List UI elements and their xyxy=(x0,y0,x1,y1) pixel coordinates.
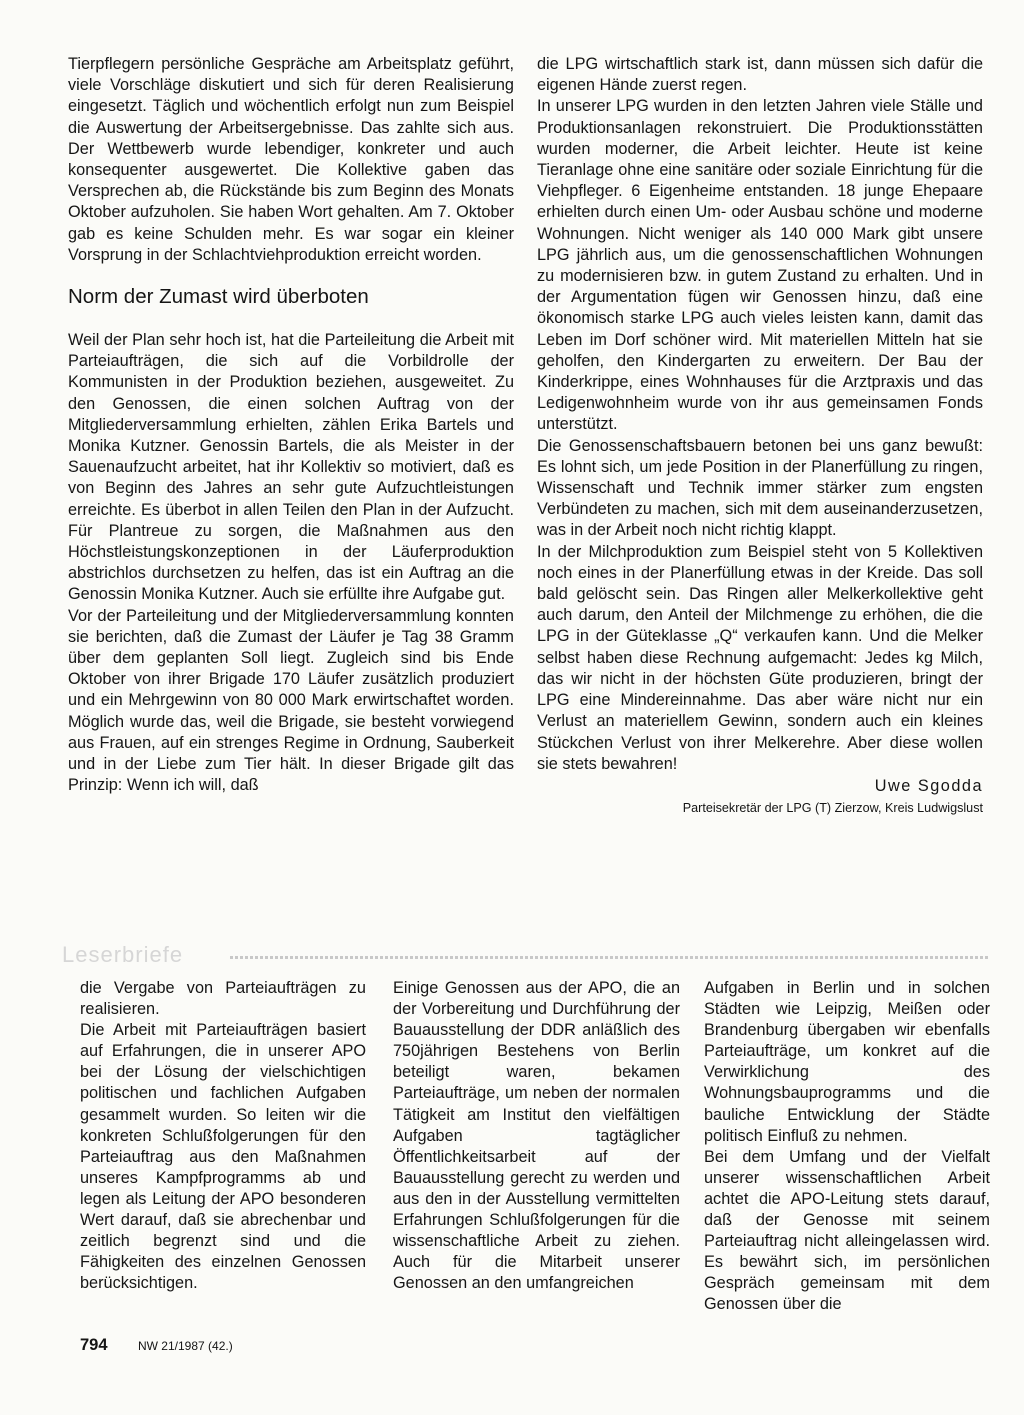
article-paragraph: Vor der Parteileitung und der Mitgliederversammlung konnten sie berichten, daß die Zumast der Läufer je Tag 38 Gramm über dem geplanten Soll liegt. Zugleich sind bis Ende Oktober von ihrer Brigade 170 Läufer zusätzlich produziert und ein Mehrgewinn von 80 000 Mark erwirtschaftet worden. Möglich wurde das, weil die Brigade, sie besteht vorwiegend aus Frauen, auf ein strenges Regime in Ordnung, Sauberkeit und in der Liebe zum Tier hält. In dieser Brigade gilt das Prinzip: Wenn ich will, daß xyxy=(68,606,514,795)
page-number: 794 xyxy=(80,1336,108,1354)
article-paragraph: In unserer LPG wurden in den letzten Jahren viele Ställe und Produktionsanlagen rekonstruiert. Die Produktionsstätten wurden moderner, die Arbeit leichter. Heute ist keine Tieranlage ohne eine sanitäre oder soziale Einrichtung für die Viehpfleger. 6 Eigenheime entstanden. 18 junge Ehepaare erhielten durch einen Um- oder Ausbau schöne und moderne Wohnungen. Nicht weniger als 140 000 Mark gibt unsere LPG jährlich aus, um die genossenschaftlichen Wohnungen zu modernisieren bzw. in gutem Zustand zu erhalten. Und in der Argumentation fügen wir Genossen hinzu, daß eine ökonomisch starke LPG auch vieles leisten kann, damit das Leben im Dorf schöner wird. Mit materiellen Mitteln hat sie geholfen, den Kindergarten zu erweitern. Der Bau der Kinderkrippe, eines Wohnhauses für die Arztpraxis und das Ledigenwohnheim wurde von ihr aus gemeinsamen Fonds unterstützt. xyxy=(537,97,983,434)
article-paragraph: Weil der Plan sehr hoch ist, hat die Parteileitung die Arbeit mit Parteiaufträgen, die sich auf die Vorbildrolle der Kommunisten in der Produktion beziehen, ausgeweitet. Zu den Genossen, die einen solchen Auftrag von der Mitgliederversammlung erhielten, zählen Erika Bartels und Monika Kutzner. Genossin Bartels, die als Meister in der Sauenaufzucht arbeitet, hat ihr Kollektiv so motiviert, daß es von Beginn des Jahres an sehr gute Aufzuchtleistungen erreichte. Es überbot in allen Teilen den Plan in der Aufzucht. Für Plantreue zu sorgen, die Maßnahmen aus den Höchstleistungskonzeptionen in der Läuferproduktion abstrichlos durchsetzen zu helfen, das ist ein Auftrag an die Genossin Monika Kutzner. Auch sie erfüllte ihre Aufgabe gut. xyxy=(68,331,514,604)
author-role: Parteisekretär der LPG (T) Zierzow, Kreis Ludwigslust xyxy=(682,801,983,816)
author-name: Uwe Sgodda xyxy=(874,776,983,795)
page-footer xyxy=(80,1336,233,1358)
article-left-column xyxy=(68,54,514,797)
letters-column-2 xyxy=(393,978,680,1294)
article-paragraph: In der Milchproduktion zum Beispiel steht von 5 Kollektiven noch eines in der Planerfüllung etwas in der Kreide. Das soll bald gelöscht sein. Das Ringen aller Melkerkollektive geht auch darum, den Anteil der Milchmenge zu erhöhen, die die LPG in der Güteklasse „Q“ verkaufen kann. Und die Melker selbst haben diese Rechnung aufgemacht: Jedes kg Milch, das wir nicht in der höchsten Güte produzieren, bringt der LPG eine Mindereinnahme. Das aber wäre nicht nur ein Verlust an materiellem Gewinn, sondern auch ein kleines Stückchen Verlust von ihrer Melkerehre. Aber diese wollen sie stets bewahren! xyxy=(537,542,983,773)
article-paragraph: Tierpflegern persönliche Gespräche am Arbeitsplatz geführt, viele Vorschläge diskutiert und sich für deren Realisierung eingesetzt. Täglich und wöchentlich erfolgt nun zum Beispiel die Auswertung der Arbeitsergebnisse. Das zahlte sich aus. Der Wettbewerb wurde lebendiger, konkreter und auch konsequenter ausgewertet. Die Kollektive gaben das Versprechen ab, die Rückstände bis zum Beginn des Monats Oktober aufzuholen. Sie haben Wort gehalten. Am 7. Oktober gab es keine Schulden mehr. Es war sogar ein kleiner Vorsprung in der Schlachtviehproduktion erreicht worden. xyxy=(68,55,514,264)
section-divider xyxy=(230,956,990,959)
letters-column-1 xyxy=(80,978,366,1294)
letter-paragraph: Die Arbeit mit Parteiaufträgen basiert auf Erfahrungen, die in unserer APO bei der Lösung der vielschichtigen politischen und fachlichen Aufgaben gesammelt wurden. So leiten wir die konkreten Schlußfolgerungen für den Parteiauftrag aus den Maßnahmen unseres Kampfprogramms ab und legen als Leitung der APO besonderen Wert darauf, daß sie abrechenbar und zeitlich begrenzt sind und die Fähigkeiten des einzelnen Genossen berücksichtigen. xyxy=(80,1021,366,1293)
article-right-column xyxy=(537,54,983,817)
letters-column-3 xyxy=(704,978,990,1316)
section-heading: Norm der Zumast wird überboten xyxy=(68,285,369,309)
issue-reference: NW 21/1987 (42.) xyxy=(137,1339,233,1353)
section-header xyxy=(62,940,992,970)
letter-paragraph: Aufgaben in Berlin und in solchen Städten wie Leipzig, Meißen oder Brandenburg übergaben wir ebenfalls Parteiaufträge, um konkret auf die Verwirklichung des Wohnungsbauprogramms und die bauliche Entwicklung der Städte politisch Einfluß zu nehmen. xyxy=(704,979,990,1145)
letter-paragraph: die Vergabe von Parteiaufträgen zu realisieren. xyxy=(80,979,366,1019)
article-paragraph: Die Genossenschaftsbauern betonen bei uns ganz bewußt: Es lohnt sich, um jede Position in der Planerfüllung zu ringen, Wissenschaft und Technik immer stärker zum engsten Verbündeten zu machen, sich mit dem auseinanderzusetzen, was in der Arbeit noch nicht richtig klappt. xyxy=(537,436,983,540)
section-label: Leserbriefe xyxy=(62,942,184,967)
article-paragraph: die LPG wirtschaftlich stark ist, dann müssen sich dafür die eigenen Hände zuerst regen. xyxy=(537,55,983,95)
letter-paragraph: Einige Genossen aus der APO, die an der Vorbereitung und Durchführung der Bauausstellung der DDR anläßlich des 750jährigen Bestehens von Berlin beteiligt waren, bekamen Parteiaufträge, um neben der normalen Tätigkeit am Institut den vielfältigen Aufgaben tagtäglicher Öffentlichkeitsarbeit auf der Bauausstellung gerecht zu werden und aus den in der Ausstellung vermittelten Erfahrungen Schlußfolgerungen für die wissenschaftliche Arbeit zu ziehen. Auch für die Mitarbeit unserer Genossen an den umfangreichen xyxy=(393,979,680,1293)
letter-paragraph: Bei dem Umfang und der Vielfalt unserer wissenschaftlichen Arbeit achtet die APO-Leitung stets darauf, daß der Genosse mit seinem Parteiauftrag nicht alleingelassen wird. Es bewährt sich, im persönlichen Gespräch gemeinsam mit dem Genossen über die xyxy=(704,1147,990,1314)
